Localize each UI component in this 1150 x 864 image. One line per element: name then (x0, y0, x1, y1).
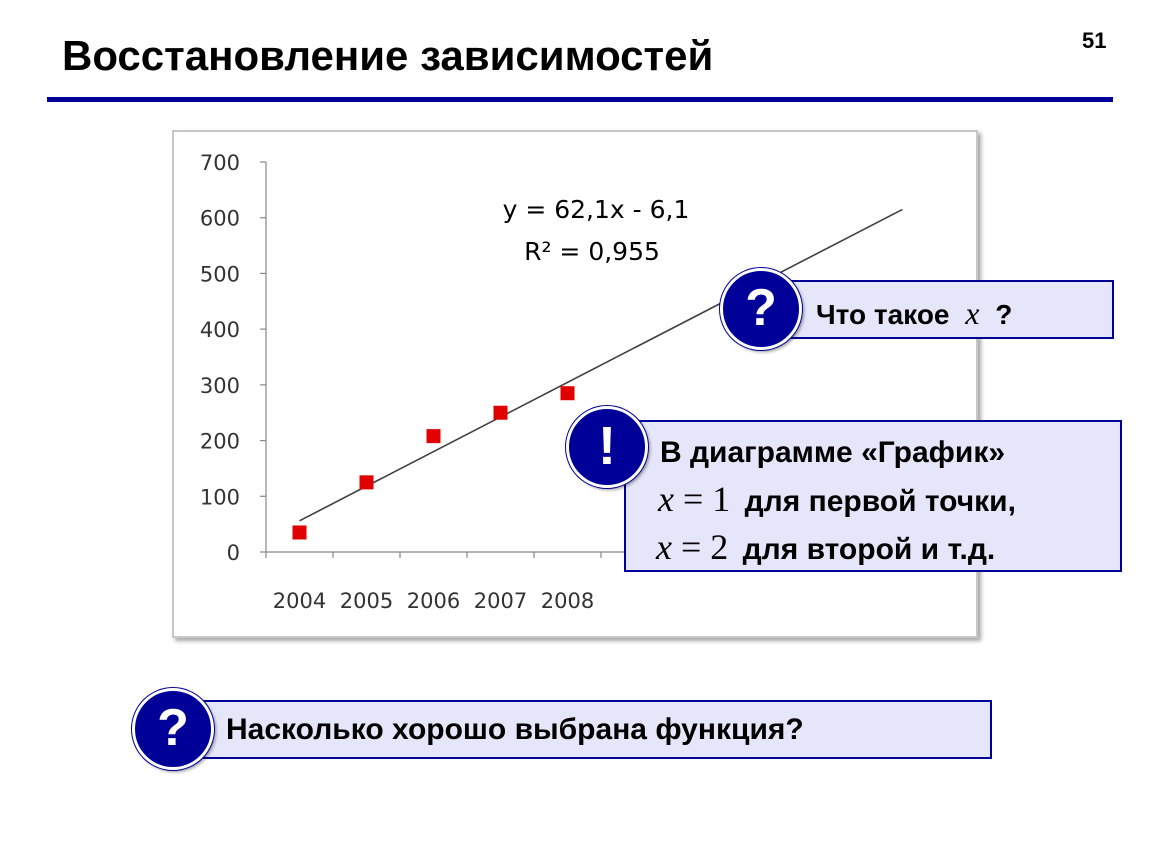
callout-what-is-x-end: ? (995, 299, 1013, 330)
callout-what-is-x-text: Что такое (816, 299, 950, 330)
y-tick-label: 500 (199, 262, 240, 287)
data-point (360, 475, 374, 489)
x-tick-label: 2008 (540, 589, 595, 613)
data-point (293, 526, 307, 540)
callout-how-good (172, 700, 992, 759)
note-line-2: x = 1 для первой точки, (658, 479, 1016, 519)
title-divider (47, 97, 1113, 102)
slide-number: 51 (1082, 28, 1107, 53)
data-point (427, 429, 441, 443)
x-tick-label: 2007 (473, 589, 528, 613)
x-tick-label: 2005 (339, 589, 394, 613)
y-tick-label: 700 (199, 151, 240, 175)
y-tick-label: 600 (199, 206, 240, 231)
callout-what-is-x (780, 280, 1114, 339)
y-axis (200, 151, 266, 565)
y-tick-label: 100 (199, 485, 240, 510)
page-title: Восстановление зависимостей (62, 32, 714, 79)
data-points (293, 386, 575, 539)
data-point (494, 406, 508, 420)
note-line-3: x = 2 для второй и т.д. (656, 527, 996, 567)
y-tick-label: 300 (199, 373, 240, 398)
trendline-equation: y = 62,1x - 6,1 (502, 195, 690, 224)
question-icon: ? (720, 268, 802, 350)
trendline-r-squared: R² = 0,955 (524, 237, 660, 266)
question-icon: ? (132, 688, 214, 770)
y-tick-label: 400 (199, 318, 240, 343)
callout-chart-note (624, 420, 1122, 572)
data-point (561, 386, 575, 400)
y-tick-label: 200 (199, 429, 240, 454)
variable-x: x (965, 295, 980, 331)
callout-how-good-text: Насколько хорошо выбрана функция? (226, 713, 804, 746)
exclamation-icon: ! (566, 406, 648, 488)
note-line-1: В диаграмме «График» (660, 436, 1006, 469)
x-tick-label: 2004 (272, 589, 327, 613)
x-tick-label: 2006 (406, 589, 461, 613)
y-tick-label: 0 (226, 541, 240, 565)
